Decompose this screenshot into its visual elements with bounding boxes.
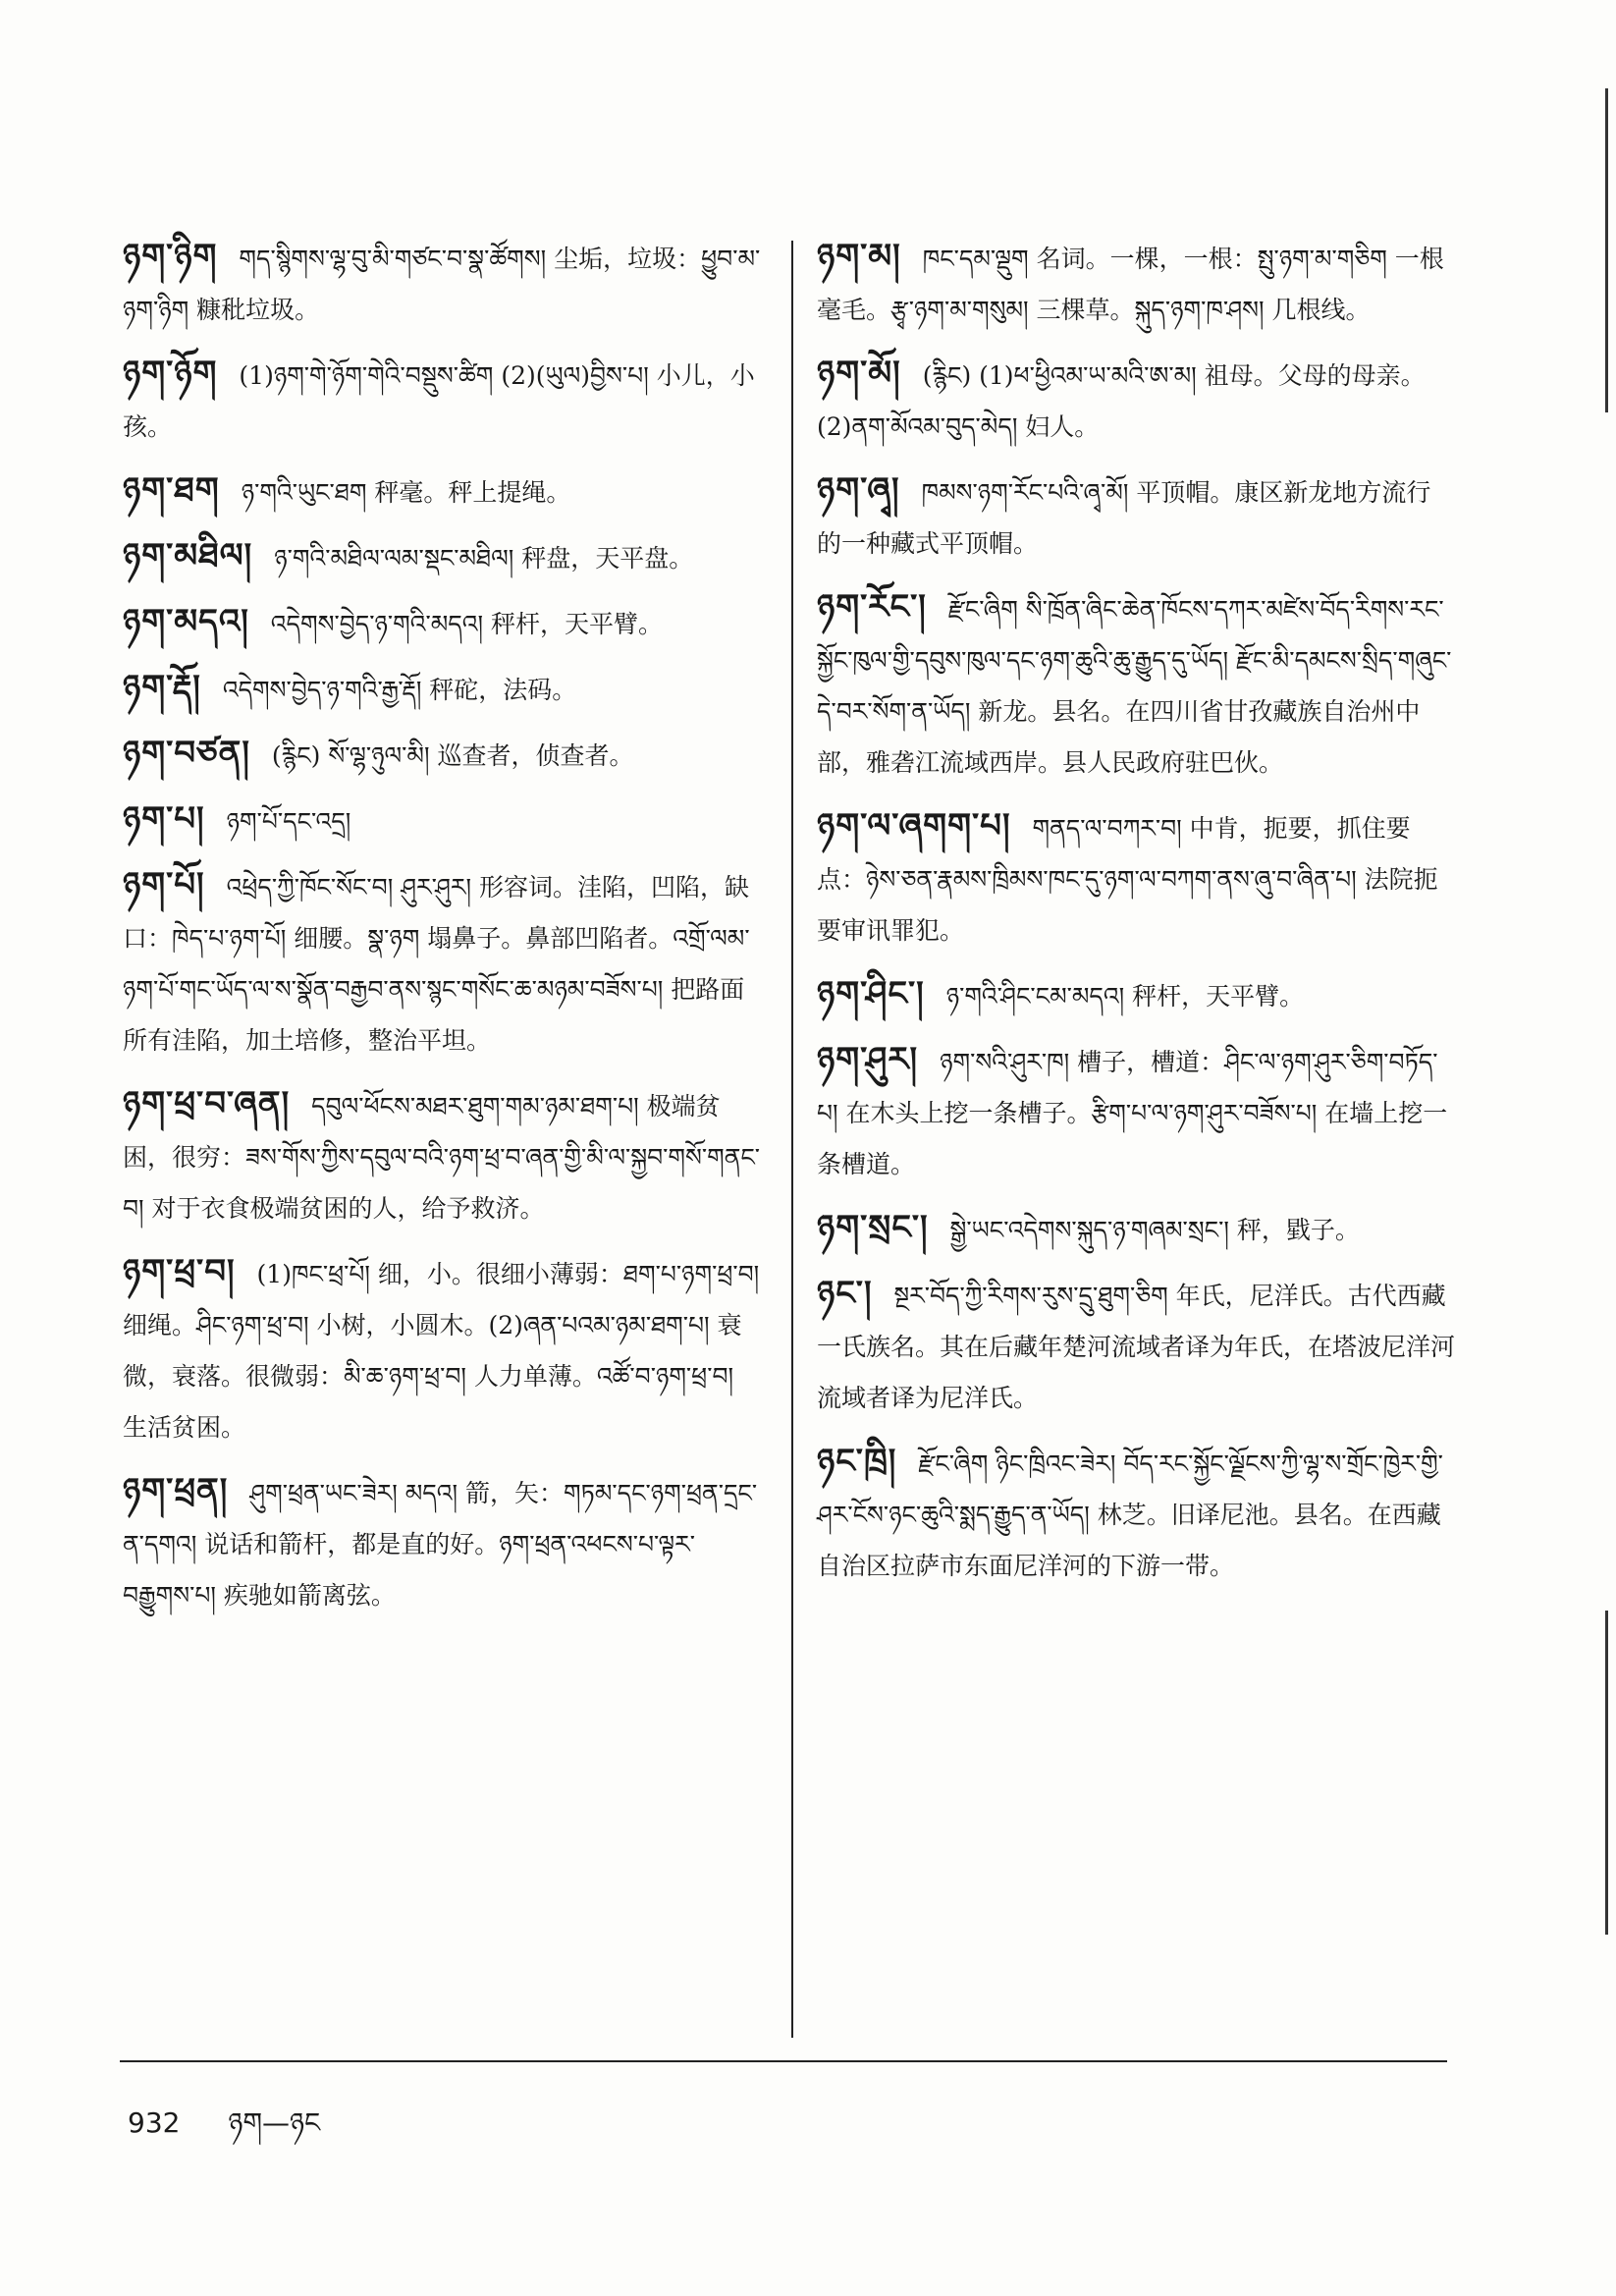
entry-headword: ཉག་རྡོ། [123,668,201,707]
entry-definition: གནད་ལ་བཀར་བ། 中肯，扼要，抓住要点：ཉེས་ཅན་རྣམས་ཁྲིམས་ཁང་དུ་ཉག་ལ་བཀག་ནས་ཞུ་བ་ཞིན་པ། 法院扼要审讯罪犯。 [817,814,1438,945]
footer-rule [120,2060,1447,2062]
entry-definition: སྔར་བོད་ཀྱི་རིགས་རུས་དྲུ་ཐུག་ཅིག 年氏，尼洋氏。古代西藏一氏族名。其在后藏年楚河流域者译为年氏，在塔波尼洋河流域者译为尼洋氏。 [817,1282,1456,1412]
entry-headword: ཉག་པོ། [123,865,205,904]
dictionary-entry [123,1078,761,1234]
entry-definition: (1)ཉག་གེ་ཉོག་གེའི་བསྡུས་ཚིག (2)(ཡུལ)བྱིས་པ། 小儿，小孩。 [123,361,755,441]
dictionary-entry [123,728,761,782]
dictionary-entry [123,530,761,584]
entry-definition: རྫོང་ཞིག སི་ཁྲོན་ཞིང་ཆེན་ཁོངས་དཀར་མཛེས་བོད་རིགས་རང་སྐྱོང་ཁུལ་གྱི་དབུས་ཁུལ་དང་ཉག་ཆུའི་ཆུ་རྒྱུད་དུ་ཡོད། རྫོང་མི་དམངས་སྲིད་གཞུང་དེ་བར་སོག་ན་ཡོད། 新龙。县名。在四川省甘孜藏族自治州中部，雅砻江流域西岸。县人民政府驻巴伙。 [817,595,1452,777]
entry-headword: ཉག་པ། [123,799,205,839]
entry-definition: ཁམས་ཉག་རོང་པའི་ཞྭ་མོ། 平顶帽。康区新龙地方流行的一种藏式平顶帽。 [817,478,1431,558]
entry-headword: ཉག་ཤུར། [817,1040,919,1079]
dictionary-entry [123,859,761,1066]
entry-headword: ཉག་ཉིག [123,237,218,276]
entry-definition: ཉ་གའི་ཤིང་ངམ་མདའ། 秤杆，天平臂。 [945,982,1305,1011]
dictionary-entry [817,348,1455,453]
entry-headword: ཉག་མདའ། [123,602,249,641]
entry-definition: འདེགས་བྱེད་ཉ་གའི་མདའ། 秤杆，天平臂。 [270,610,663,638]
entry-headword: ཉག་ཞྭ། [817,470,900,510]
page-number: 932 [128,2106,181,2139]
entry-definition: ཤུག་ཕྲན་ཡང་ཟེར། མདའ། 箭，矢：གཏམ་དང་ཉག་ཕྲན་དྲང་ན་དགའ། 说话和箭杆，都是直的好。ཉག་ཕྲན་འཕངས་པ་ལྟར་བརྒྱུགས་པ། 疾驰如箭离弦。 [123,1479,758,1610]
dictionary-entry [817,1034,1455,1190]
right-column [817,231,1455,1604]
entry-headword: ཉག་མཐིལ། [123,536,253,575]
dictionary-entry [817,1436,1455,1592]
column-divider [791,241,793,2038]
entry-definition: (རྙིང) སོ་ལྷ་ཉུལ་མི། 巡查者，侦查者。 [271,741,634,770]
entry-definition: (1)ཁང་ཕྲ་པོ། 细，小。很细小薄弱：ཐག་པ་ཉག་ཕྲ་བ། 细绳。ཤིང་ཉག་ཕྲ་བ། 小树，小圆木。(2)ཞན་པའམ་ཉམ་ཐག་པ། 衰微，衰落。很微弱：མི་ཆ་ཉག་ཕྲ་བ། 人力单薄。འཚོ་བ་ཉག་ཕྲ་བ། 生活贫困。 [123,1260,760,1442]
entry-definition: ཉག་པོ་དང་འདྲ། [226,807,351,836]
dictionary-entry [817,231,1455,336]
left-column [123,231,761,1633]
dictionary-entry [123,662,761,716]
entry-headword: ཉག་ཕྲ་བ་ཞན། [123,1084,291,1123]
page-footer [128,2092,359,2169]
entry-definition: ཉག་སའི་ཤུར་ཁ། 槽子，槽道：ཤིང་ལ་ཉག་ཤུར་ཅིག་བཏོད་པ། 在木头上挖一条槽子。རྩིག་པ་ལ་ཉག་ཤུར་བཟོས་པ། 在墙上挖一条槽道。 [817,1048,1448,1178]
entry-headword: ཉག་ཕྲ་བ། [123,1252,236,1291]
dictionary-entry [123,793,761,847]
entry-definition: འཕྲེད་ཀྱི་ཁོང་སོང་བ། ཤུར་ཤུར། 形容词。洼陷，凹陷，缺口：ཁེད་པ་ཉག་པོ། 细腰。སྣ་ཉག 塌鼻子。鼻部凹陷者。འགྲོ་ལམ་ཉག་པོ་གང་ཡོད་ལ་ས་སྣོན་བརྒྱབ་ནས་སྙང་གསོང་ཆ་མཉམ་བཟོས་པ། 把路面所有洼陷，加土培修，整治平坦。 [123,873,750,1055]
entry-definition: དབུལ་ཕོངས་མཐར་ཐུག་གམ་ཉམ་ཐག་པ། 极端贫困，很穷：ཟས་གོས་ཀྱིས་དབུལ་བའི་ཉག་ཕྲ་བ་ཞན་གྱི་མི་ལ་སྐྱབ་གསོ་གནང་བ། 对于衣食极端贫困的人，给予救济。 [123,1092,761,1223]
entry-headword: ཉག་རོང་། [817,587,927,627]
entry-headword: ཉག་ཐག [123,470,220,510]
edge-mark [1605,88,1608,412]
dictionary-entry [123,596,761,650]
entry-headword: ཉག་བཙན། [123,734,250,773]
dictionary-entry [817,465,1455,570]
edge-mark [1605,1611,1608,1935]
entry-definition: འདེགས་བྱེད་ཉ་གའི་རྒྱ་རྡོ། 秤砣，法码。 [222,676,577,704]
entry-headword: ཉག་ཕྲན། [123,1471,229,1510]
entry-definition: རྫོང་ཞིག ཉིང་ཁྲིའང་ཟེར། བོད་རང་སྐྱོང་ལྗོངས་ཀྱི་ལྷ་ས་གྲོང་ཁྱེར་གྱི་ཤར་ངོས་ཉང་ཆུའི་སྨད་རྒྱུད་ན་ཡོད། 林芝。旧译尼池。县名。在西藏自治区拉萨市东面尼洋河的下游一带。 [817,1449,1443,1580]
entry-headword: ཉག་ཉོག [123,354,218,393]
dictionary-entry [817,1202,1455,1256]
entry-definition: ཁང་དམ་ལྡུག 名词。一棵，一根：སྤུ་ཉག་མ་གཅིག 一根毫毛。རྩྭ་ཉག་མ་གསུམ། 三棵草。སྐུད་ཉག་ཁ་ཤས། 几根线。 [817,245,1444,324]
entry-definition: སྒྱེ་ཡང་འདེགས་སྐུད་ཉ་གཞམ་སྲང་། 秤，戥子。 [949,1216,1360,1244]
dictionary-entry [123,1465,761,1621]
entry-headword: ཉང་། [817,1274,873,1313]
dictionary-entry [123,465,761,519]
dictionary-entry [817,800,1455,957]
entry-headword: ཉག་མ། [817,237,901,276]
entry-definition: གད་སྙིགས་ལྷ་བུ་མི་གཙང་བ་སྣ་ཚོགས། 尘垢，垃圾：ཕྱུབ་མ་ཉག་ཉིག 糠秕垃圾。 [123,245,761,324]
entry-headword: ཉག་ལ་ཞགག་པ། [817,806,1011,846]
entry-headword: ཉག་སྲང་། [817,1208,929,1247]
dictionary-entry [123,348,761,453]
page-range: ཉག—ཉང [228,2106,321,2139]
entry-definition: (རྙིང) (1)ཕ་ཕྱིའམ་ཡ་མའི་ཨ་མ། 祖母。父母的母亲。(2)ནག་མོའམ་བུད་མེད། 妇人。 [817,361,1426,441]
dictionary-entry [817,968,1455,1022]
entry-headword: ཉང་ཁྲི། [817,1442,897,1481]
dictionary-entry [817,581,1455,789]
dictionary-entry [817,1268,1455,1424]
entry-definition: ཉ་གའི་མཐིལ་ལམ་སྡང་མཐིལ། 秤盘，天平盘。 [274,544,694,573]
entry-headword: ཉག་མོ། [817,354,901,393]
entry-definition: ཉ་གའི་ཡུང་ཐག 秤毫。秤上提绳。 [241,478,571,507]
entry-headword: ཉག་ཤིང་། [817,974,925,1013]
dictionary-entry [123,231,761,336]
dictionary-entry [123,1246,761,1453]
